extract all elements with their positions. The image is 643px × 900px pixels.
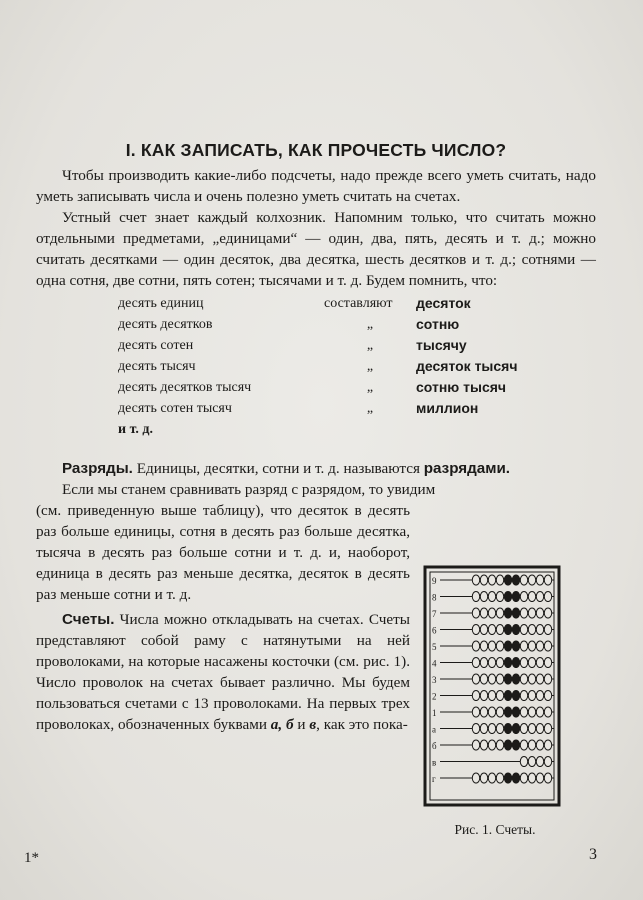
abacus-bead: [496, 707, 503, 717]
table-cell-left: десять единиц: [118, 296, 204, 311]
abacus-bead: [528, 674, 535, 684]
abacus-bead: [472, 592, 479, 602]
abacus-bead: [528, 625, 535, 635]
abacus-illustration: [422, 564, 562, 808]
table-cell-mid: составляют: [324, 296, 393, 311]
abacus-bead: [544, 691, 551, 701]
abacus-bead: [520, 707, 527, 717]
abacus-bead: [504, 674, 511, 684]
abacus-bead: [472, 625, 479, 635]
abacus-wire-label: 9: [432, 576, 437, 586]
abacus-bead: [504, 691, 511, 701]
abacus-bead: [488, 707, 495, 717]
table-cell-mid: „: [366, 317, 374, 332]
abacus-bead: [504, 773, 511, 783]
figure-caption: Рис. 1. Счеты.: [454, 822, 536, 837]
abacus-bead: [520, 773, 527, 783]
table-cell-left: десять десятков тысяч: [118, 380, 252, 395]
abacus-bead: [544, 757, 551, 767]
abacus-bead: [504, 740, 511, 750]
table-row: [118, 398, 517, 419]
abacus-bead: [496, 740, 503, 750]
table-row: [118, 377, 517, 398]
abacus-bead: [528, 658, 535, 668]
abacus-bead: [504, 658, 511, 668]
abacus-bead: [472, 707, 479, 717]
abacus-bead: [544, 724, 551, 734]
abacus-bead: [544, 575, 551, 585]
abacus-bead: [488, 724, 495, 734]
abacus-figure: [420, 564, 580, 838]
abacus-bead: [488, 740, 495, 750]
abacus-bead: [472, 724, 479, 734]
abacus-bead: [536, 658, 543, 668]
abacus-bead: [472, 691, 479, 701]
abacus-wire-label: 7: [432, 609, 437, 619]
table-cell-mid: „: [366, 401, 374, 416]
abacus-bead: [496, 608, 503, 618]
abacus-bead: [528, 691, 535, 701]
abacus-bead: [528, 740, 535, 750]
abacus-bead: [504, 641, 511, 651]
abacus-bead: [496, 773, 503, 783]
table-cell-mid: „: [366, 380, 374, 395]
paragraph-razryady: [36, 458, 596, 479]
abacus-bead: [480, 625, 487, 635]
abacus-bead: [504, 625, 511, 635]
abacus-bead: [512, 641, 519, 651]
abacus-bead: [480, 740, 487, 750]
abacus-bead: [488, 592, 495, 602]
section-gap: [36, 444, 596, 458]
abacus-bead: [528, 757, 535, 767]
abacus-bead: [520, 625, 527, 635]
abacus-bead: [544, 658, 551, 668]
chapter-heading: I. КАК ЗАПИСАТЬ, КАК ПРОЧЕСТЬ ЧИСЛО?: [125, 140, 507, 160]
abacus-bead: [520, 691, 527, 701]
paragraph-compare-lead: Если мы станем сравнивать разряд с разрядом, то увидим: [62, 481, 436, 498]
abacus-bead: [528, 608, 535, 618]
abacus-bead: [536, 625, 543, 635]
schety-end: , как это пока-: [316, 716, 408, 733]
abacus-bead: [512, 608, 519, 618]
table-cell-mid: „: [366, 359, 374, 374]
table-cell-mid: „: [366, 338, 374, 353]
table-cell-right: миллион: [416, 400, 479, 416]
abacus-bead: [520, 724, 527, 734]
letters-a-b: а, б: [270, 716, 294, 733]
abacus-bead: [480, 773, 487, 783]
table-cell-right: десяток тысяч: [416, 358, 518, 374]
abacus-bead: [536, 724, 543, 734]
abacus-bead: [472, 641, 479, 651]
abacus-bead: [544, 674, 551, 684]
abacus-bead: [480, 592, 487, 602]
abacus-bead: [544, 641, 551, 651]
abacus-bead: [480, 707, 487, 717]
abacus-bead: [496, 575, 503, 585]
abacus-bead: [512, 575, 519, 585]
abacus-bead: [488, 674, 495, 684]
units-table: [118, 293, 517, 440]
abacus-bead: [528, 592, 535, 602]
paragraph-schety: [36, 609, 410, 735]
abacus-wire-label: а: [432, 724, 436, 735]
abacus-bead: [512, 592, 519, 602]
table-cell-right: сотню тысяч: [416, 379, 507, 395]
abacus-bead: [488, 608, 495, 618]
abacus-bead: [512, 740, 519, 750]
table-cell-right: тысячу: [416, 337, 467, 353]
table-row: [118, 335, 517, 356]
abacus-bead: [480, 641, 487, 651]
page-number: 3: [589, 846, 597, 863]
abacus-wire-label: 4: [432, 658, 437, 669]
abacus-bead: [520, 592, 527, 602]
abacus-bead: [504, 724, 511, 734]
abacus-wire-label: 5: [432, 642, 437, 652]
abacus-bead: [504, 608, 511, 618]
table-cell-right: [416, 419, 517, 440]
abacus-bead: [536, 707, 543, 717]
schety-and: и: [293, 716, 310, 733]
table-cell-left: десять десятков: [118, 317, 213, 332]
abacus-bead: [496, 691, 503, 701]
table-cell-right: десяток: [416, 295, 471, 311]
abacus-bead: [488, 691, 495, 701]
abacus-bead: [496, 658, 503, 668]
abacus-bead: [536, 575, 543, 585]
abacus-bead: [472, 773, 479, 783]
abacus-bead: [496, 625, 503, 635]
abacus-bead: [536, 691, 543, 701]
abacus-wire-label: 6: [432, 625, 437, 636]
paragraph-intro: Чтобы производить какие-либо подсчеты, надо прежде всего уметь считать, надо уметь записывать числа и очень полезно уметь считать на счетах.: [36, 167, 596, 205]
abacus-wire-label: 1: [432, 708, 437, 718]
abacus-bead: [536, 740, 543, 750]
abacus-bead: [512, 707, 519, 717]
abacus-bead: [544, 592, 551, 602]
table-cell-left: десять сотен тысяч: [118, 401, 232, 416]
letter-v: в: [309, 716, 317, 733]
table-cell-right: сотню: [416, 316, 460, 332]
abacus-bead: [504, 592, 511, 602]
abacus-bead: [480, 674, 487, 684]
abacus-bead: [512, 658, 519, 668]
abacus-bead: [528, 641, 535, 651]
abacus-bead: [512, 625, 519, 635]
abacus-bead: [536, 592, 543, 602]
abacus-bead: [520, 575, 527, 585]
abacus-bead: [504, 707, 511, 717]
abacus-bead: [480, 575, 487, 585]
abacus-bead: [512, 773, 519, 783]
abacus-bead: [512, 691, 519, 701]
abacus-bead: [472, 575, 479, 585]
abacus-bead: [480, 608, 487, 618]
abacus-bead: [520, 740, 527, 750]
term-razryadami: разрядами.: [423, 460, 511, 477]
abacus-bead: [544, 707, 551, 717]
schety-text: Числа можно откладывать на счетах. Счеты представляют собой раму с натянутыми на ней проволоками, на которые насажены косточки (см. рис. 1). Число проволок на счетах бывает различно. Мы будем пользоваться счетами с 13 проволоками. На первых трех проволоках, обозначенных буквами: [36, 611, 410, 733]
abacus-bead: [544, 740, 551, 750]
abacus-wire-label: 8: [432, 592, 437, 603]
table-row: [118, 293, 517, 314]
abacus-bead: [480, 691, 487, 701]
abacus-bead: [472, 740, 479, 750]
abacus-bead: [488, 575, 495, 585]
wrapped-text-column: [36, 500, 410, 735]
term-razryady: Разряды.: [62, 460, 133, 477]
abacus-bead: [488, 658, 495, 668]
table-cell-left: десять сотен: [118, 338, 194, 353]
abacus-bead: [536, 641, 543, 651]
table-cell-left: и т. д.: [118, 422, 153, 437]
abacus-bead: [496, 592, 503, 602]
abacus-bead: [472, 608, 479, 618]
abacus-bead: [496, 674, 503, 684]
abacus-bead: [544, 608, 551, 618]
table-row: [118, 314, 517, 335]
abacus-bead: [504, 575, 511, 585]
abacus-bead: [536, 608, 543, 618]
abacus-bead: [480, 658, 487, 668]
abacus-bead: [528, 773, 535, 783]
abacus-wire-label: 2: [432, 691, 437, 702]
abacus-bead: [528, 724, 535, 734]
paragraph-compare: (см. приведенную выше таблицу), что десяток в десять раз больше единицы, сотня в десять раз больше десятка, тысяча в десять раз больше сотни и т. д. и, наоборот, единица в десять раз меньше десятка, десяток в десять раз меньше сотни и т. д.: [36, 502, 410, 603]
abacus-bead: [512, 724, 519, 734]
abacus-bead: [496, 641, 503, 651]
paragraph-oral-count: Устный счет знает каждый колхозник. Напомним только, что считать можно отдельными предметами, „единицами“ — один, два, пять, десять и т. д.; можно считать десятками — один десяток, два десятка, шесть десятков и т. д.; сотнями — одна сотня, две сотни, пять сотен; тысячами и т. д. Будем помнить, что:: [36, 209, 596, 289]
abacus-bead: [520, 674, 527, 684]
razryady-text: Единицы, десятки, сотни и т. д. называются: [132, 460, 424, 477]
term-schety: Счеты.: [62, 611, 115, 628]
table-row: [118, 419, 517, 440]
table-row: [118, 356, 517, 377]
abacus-bead: [544, 625, 551, 635]
abacus-bead: [544, 773, 551, 783]
abacus-bead: [512, 674, 519, 684]
abacus-bead: [496, 724, 503, 734]
abacus-bead: [488, 625, 495, 635]
abacus-bead: [472, 658, 479, 668]
abacus-bead: [472, 674, 479, 684]
abacus-wire-label: г: [432, 774, 436, 784]
abacus-bead: [520, 641, 527, 651]
abacus-bead: [536, 773, 543, 783]
table-cell-mid: [324, 419, 416, 440]
abacus-bead: [536, 674, 543, 684]
abacus-bead: [488, 773, 495, 783]
abacus-bead: [480, 724, 487, 734]
abacus-wire-label: б: [432, 741, 437, 751]
abacus-bead: [528, 707, 535, 717]
signature-mark: 1*: [24, 850, 39, 866]
abacus-wire-label: в: [432, 757, 437, 768]
table-cell-left: десять тысяч: [118, 359, 196, 374]
abacus-wire-label: 3: [432, 675, 437, 685]
abacus-bead: [536, 757, 543, 767]
abacus-bead: [520, 608, 527, 618]
abacus-bead: [528, 575, 535, 585]
abacus-bead: [520, 757, 527, 767]
abacus-bead: [488, 641, 495, 651]
abacus-bead: [520, 658, 527, 668]
